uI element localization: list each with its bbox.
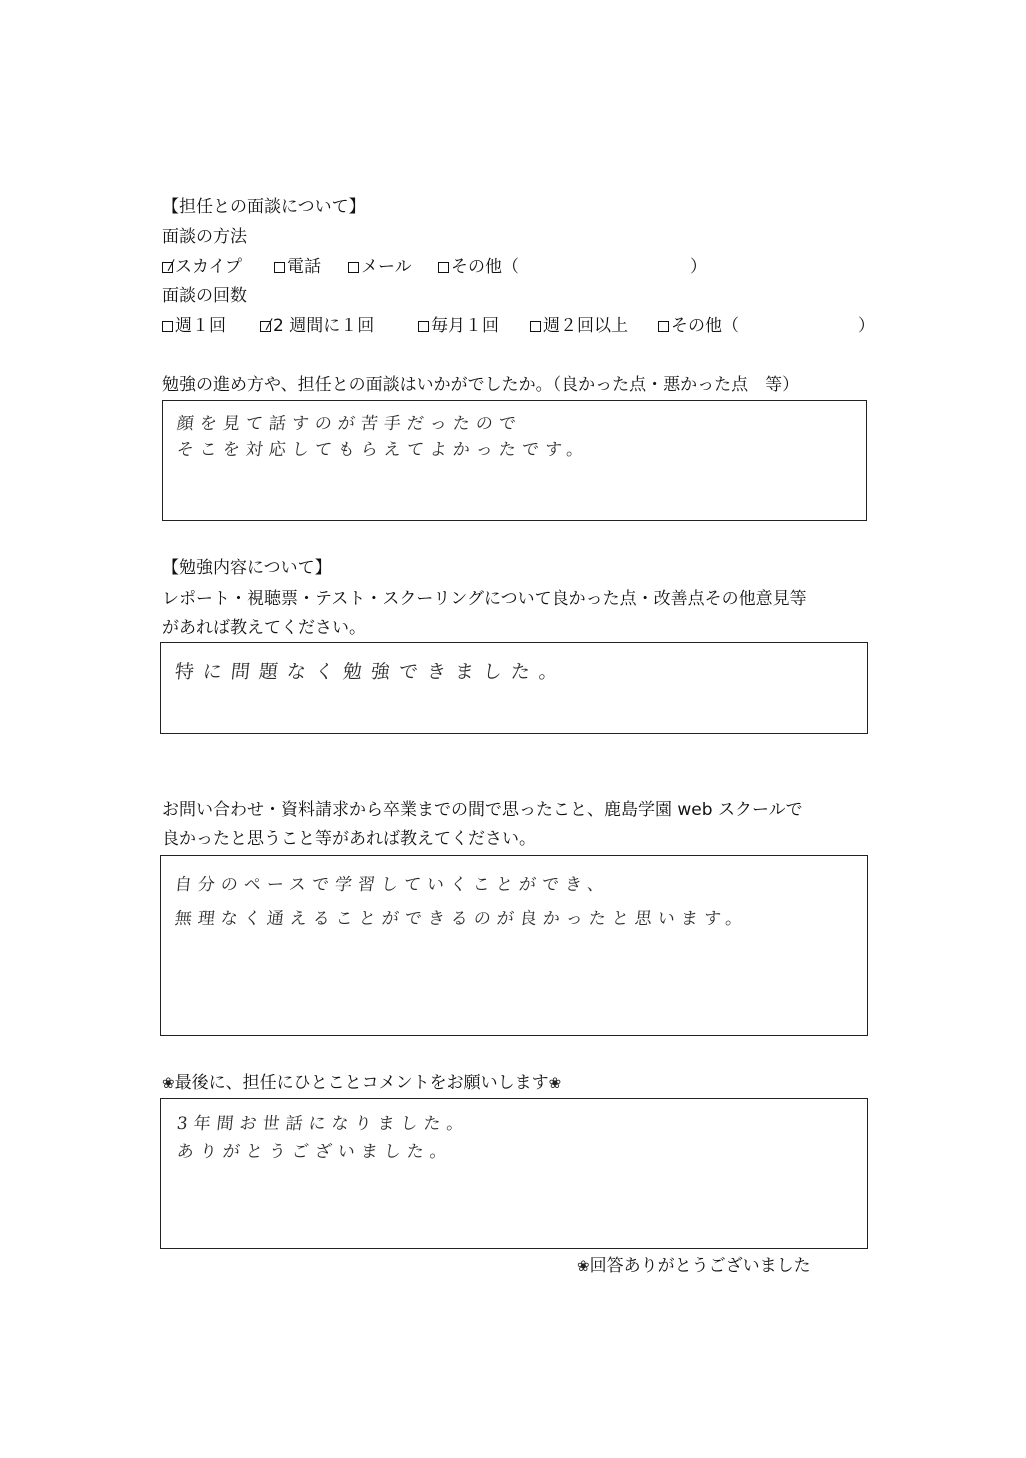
interview-count-options: [162, 315, 875, 337]
question-web-school-line2: 良かったと思うこと等があれば教えてください。: [162, 829, 536, 849]
method-option-other[interactable]: その他（: [438, 256, 519, 278]
question-study-content-line1: レポート・視聴票・テスト・スクーリングについて良かった点・改善点その他意見等: [162, 589, 807, 609]
checkbox-icon[interactable]: [530, 321, 541, 332]
handwritten-answer-line: 無理なく通えることができるのが良かったと思います。: [173, 909, 750, 929]
question-final-comment: ❀最後に、担任にひとことコメントをお願いします❀: [162, 1073, 562, 1093]
count-option-twice-weekly[interactable]: 週２回以上: [530, 315, 628, 337]
handwritten-answer-line: そこを対応してもらえてよかったです。: [175, 440, 591, 460]
answer-box-study-and-interview[interactable]: [162, 400, 867, 521]
interview-method-options: [162, 256, 722, 278]
section-heading-interview: 【担任との面談について】: [162, 197, 366, 217]
interview-method-label: 面談の方法: [162, 227, 247, 247]
handwritten-answer-line: 自分のペースで学習していくことができ、: [173, 875, 612, 895]
checkbox-checked-icon[interactable]: [260, 321, 271, 332]
question-study-and-interview: 勉強の進め方や、担任との面談はいかがでしたか。（良かった点・悪かった点 等）: [162, 375, 800, 395]
interview-count-label: 面談の回数: [162, 286, 247, 306]
handwritten-answer-line: 特に問題なく勉強できました。: [173, 661, 569, 683]
count-option-biweekly[interactable]: 2 週間に１回: [260, 315, 374, 337]
question-study-content-line2: があれば教えてください。: [162, 618, 366, 638]
method-option-email[interactable]: メール: [348, 256, 412, 278]
method-option-skype[interactable]: スカイプ: [162, 256, 242, 278]
answer-box-web-school[interactable]: [160, 855, 868, 1036]
method-option-phone[interactable]: 電話: [274, 256, 321, 278]
checkbox-icon[interactable]: [438, 262, 449, 273]
flower-icon: ❀: [548, 1074, 562, 1092]
footer-thanks: ❀回答ありがとうございました: [577, 1256, 811, 1276]
flower-icon: ❀: [162, 1074, 175, 1092]
handwritten-answer-line: 3年間お世話になりました。: [175, 1114, 471, 1134]
section-heading-study-content: 【勉強内容について】: [162, 558, 332, 578]
checkbox-icon[interactable]: [658, 321, 669, 332]
method-other-close: ）: [690, 257, 707, 277]
handwritten-answer-line: 顔を見て話すのが苦手だったので: [175, 414, 523, 434]
handwritten-answer-line: ありがとうございました。: [175, 1142, 454, 1162]
count-option-monthly[interactable]: 毎月１回: [418, 315, 499, 337]
count-option-other[interactable]: その他（: [658, 315, 739, 337]
flower-icon: ❀: [577, 1257, 590, 1275]
checkbox-icon[interactable]: [348, 262, 359, 273]
checkbox-icon[interactable]: [162, 321, 173, 332]
checkbox-icon[interactable]: [418, 321, 429, 332]
answer-box-study-content[interactable]: [160, 642, 868, 734]
count-option-weekly[interactable]: 週１回: [162, 315, 226, 337]
checkbox-icon[interactable]: [274, 262, 285, 273]
question-web-school-line1: お問い合わせ・資料請求から卒業までの間で思ったこと、鹿島学園 web スクールで: [162, 800, 803, 820]
answer-box-final-comment[interactable]: [160, 1098, 868, 1249]
checkbox-checked-icon[interactable]: [162, 262, 173, 273]
count-other-close: ）: [858, 316, 875, 336]
